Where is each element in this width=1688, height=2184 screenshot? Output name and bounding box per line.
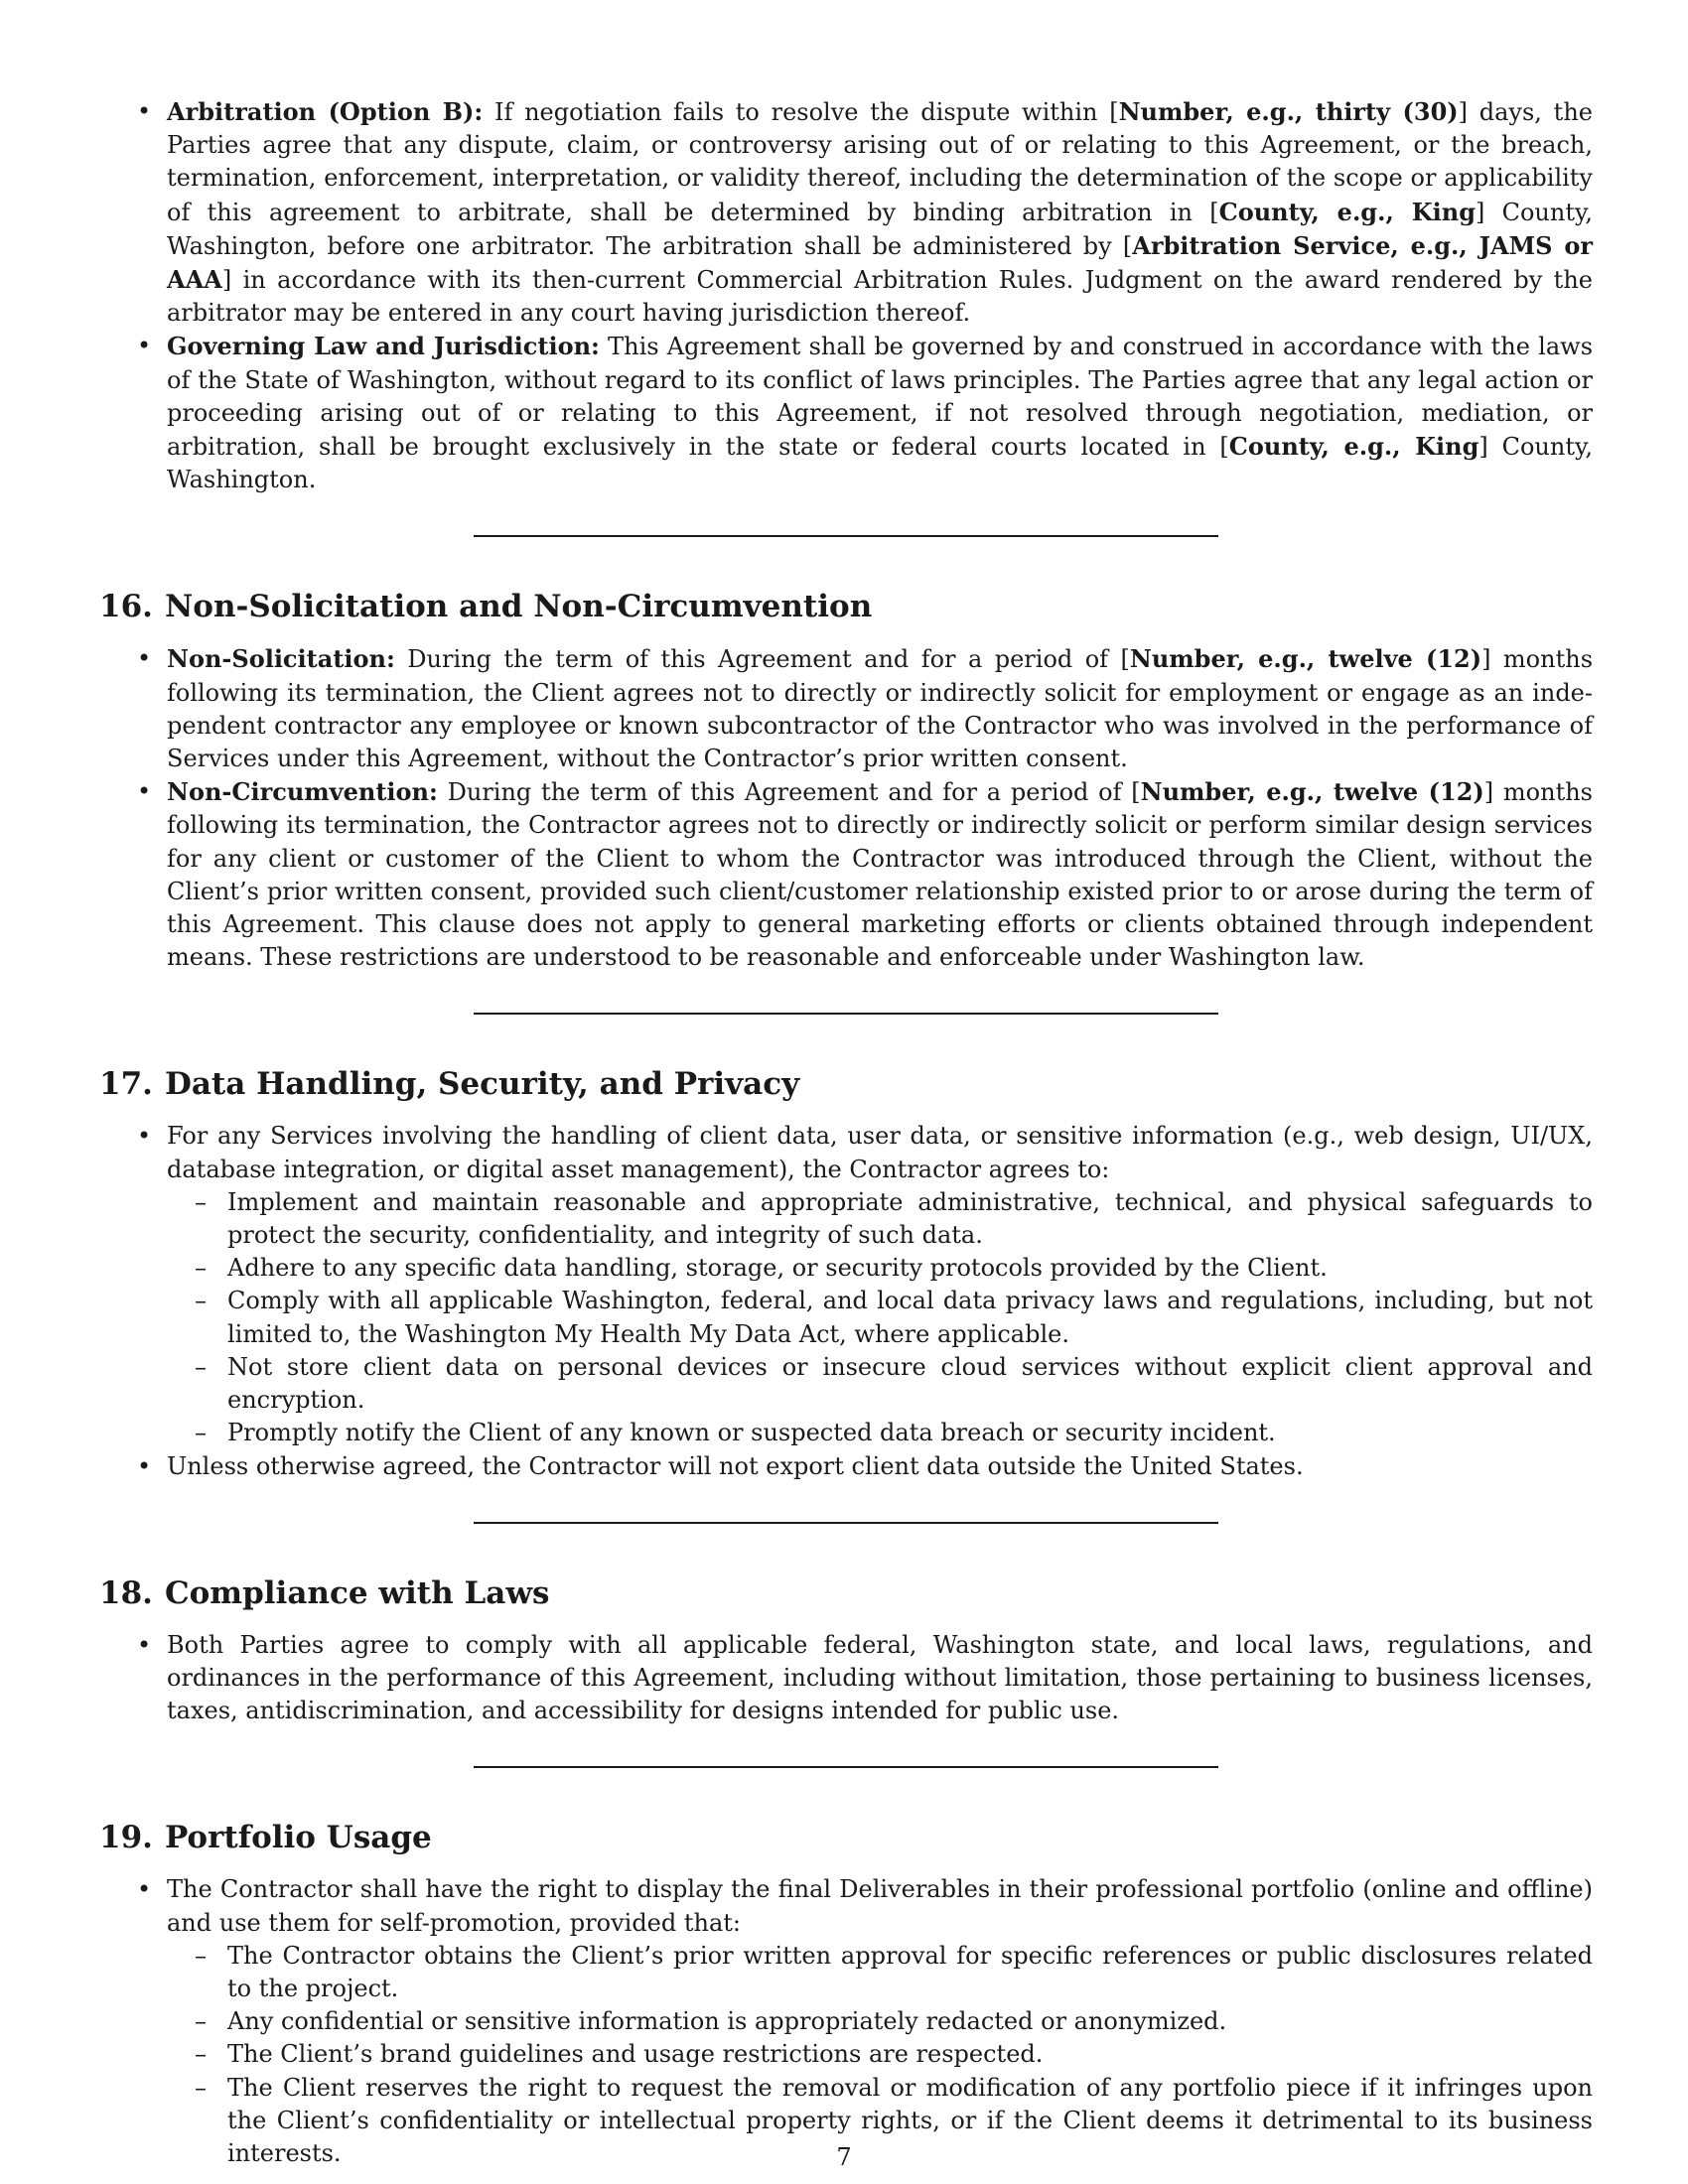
section-number: 19. [99, 1820, 153, 1856]
non-solicitation-item [99, 642, 1593, 775]
data-handling-intro: For any Services involving the handling of client data, user data, or sensitive information (e.g., web design, UI/UX, database integration, or digital asset management), the Contractor agrees to: [167, 1122, 1593, 1183]
section-16-list [99, 642, 1593, 974]
list-item: • Unless otherwise agreed, the Contractor will not export client data outside the United States. [99, 1450, 1593, 1483]
section-heading [99, 587, 1593, 626]
arbitration-text: If negotiation fails to resolve the dispute within [ [483, 98, 1119, 126]
list-item [99, 1873, 1593, 2170]
non-solicitation-text: ] months following its termination, the Client agrees not to directly or indirectly solicit for employment or engage as an independent contractor any employee or known subcontractor of the Contractor who was involved in the performance of Services under this Agreement, without the Contractor’s prior written consent. [167, 645, 1594, 773]
arbitration-text: ] in accordance with its then-current Commercial Arbitration Rules. Judgment on the award rendered by the arbitrator may be entered in any court having jurisdiction thereof. [167, 266, 1593, 328]
governing-law-item [99, 330, 1593, 496]
sub-list-item: – Implement and maintain reasonable and appropriate administrative, technical, and physical safeguards to protect the security, confidentiality, and integrity of such data. [167, 1186, 1593, 1252]
sub-list-item: – Any confidential or sensitive information is appropriately redacted or anonymized. [167, 2005, 1593, 2038]
sub-list-item: – The Client reserves the right to request the removal or modification of any portfolio piece if it infringes upon the Client’s confidentiality or intellectual property rights, or if the Client deems it detrimental to its business interests. [167, 2072, 1593, 2171]
arbitration-days-placeholder: Number, e.g., thirty (30) [1118, 97, 1459, 126]
list-item: • Both Parties agree to comply with all applicable federal, Washington state, and local laws, regulations, and ordinances in the performance of this Agreement, including without limitation, those pertaining to business licenses, taxes, antidiscrimination, and accessibility for designs intended for public use. [99, 1629, 1593, 1728]
months-placeholder: Number, e.g., twelve (12) [1140, 777, 1484, 807]
section-title: Non-Solicitation and Non-Circumvention [164, 589, 873, 625]
arbitration-service-placeholder: Arbitration Service, e.g., JAMS or AAA [167, 230, 1594, 295]
section-number: 18. [99, 1574, 153, 1611]
portfolio-intro: The Contractor shall have the right to display the final Deliverables in their professional portfolio (online and offline) and use them for self-promotion, provided that: [167, 1875, 1593, 1937]
section-number: 16. [99, 589, 153, 625]
section-heading [99, 1573, 1593, 1613]
governing-law-text: This Agreement shall be governed by and construed in accordance with the laws of the State of Washington, without regard to its conflict of laws principles. The Parties agree that any legal action or proceeding arising out of or relating to this Agreement, if not resolved through negotiation, mediation, or arbitration, shall be brought exclusively in the state or federal courts located in [ [167, 333, 1594, 462]
non-circumvention-label: Non-Circumvention: [167, 777, 438, 807]
non-solicitation-text: During the term of this Agreement and for a period of [ [394, 645, 1130, 674]
governing-law-label: Governing Law and Jurisdiction: [167, 332, 600, 361]
arbitration-label: Arbitration (Option B): [167, 97, 484, 126]
arbitration-text: ] days, the Parties agree that any dispute, claim, or controversy arising out of or relating to this Agreement, or the breach, termination, enforcement, interpretation, or validity thereof, including the determination of the scope or applicability of this agreement to arbitrate, shall be determined by binding arbitration in [ [167, 98, 1593, 226]
section-title: Portfolio Usage [164, 1820, 432, 1856]
non-solicitation-label: Non-Solicitation: [167, 644, 395, 674]
page-number: 7 [836, 2143, 852, 2171]
governing-law-text: ] County, Washington. [167, 433, 1593, 494]
sub-list-item: – The Contractor obtains the Client’s prior written approval for specific references or public disclosures related to the project. [167, 1940, 1593, 2005]
arbitration-text: ] County, Washington, before one arbitrator. The arbitration shall be administered by [ [167, 198, 1593, 260]
portfolio-sublist [167, 1940, 1593, 2170]
section-18-list [99, 1629, 1593, 1728]
section-number: 17. [99, 1066, 153, 1103]
page-content [99, 95, 1593, 2170]
sub-list-item: – Not store client data on personal devices or insecure cloud services without explicit client approval and encryption. [167, 1351, 1593, 1417]
arbitration-county-placeholder: County, e.g., King [1218, 197, 1476, 226]
dispute-resolution-list [99, 95, 1593, 496]
section-17-list [99, 1120, 1593, 1482]
section-heading [99, 1818, 1593, 1857]
sub-list-item: – Adhere to any specific data handling, storage, or security protocols provided by the Client. [167, 1252, 1593, 1285]
section-title: Compliance with Laws [164, 1574, 550, 1611]
non-circumvention-text: During the term of this Agreement and for a period of [ [437, 778, 1141, 807]
section-heading [99, 1064, 1593, 1104]
list-item [99, 1120, 1593, 1449]
governing-county-placeholder: County, e.g., King [1228, 432, 1479, 462]
section-title: Data Handling, Security, and Privacy [164, 1066, 800, 1103]
sub-list-item: – Promptly notify the Client of any known or suspected data breach or security incident. [167, 1417, 1593, 1449]
sub-list-item: – Comply with all applicable Washington, federal, and local data privacy laws and regulations, including, but not limited to, the Washington My Health My Data Act, where applicable. [167, 1285, 1593, 1350]
section-19-list [99, 1873, 1593, 2170]
months-placeholder: Number, e.g., twelve (12) [1129, 644, 1482, 674]
data-handling-sublist [167, 1186, 1593, 1450]
non-circumvention-item [99, 775, 1593, 974]
arbitration-item [99, 95, 1593, 330]
sub-list-item: – The Client’s brand guidelines and usage restrictions are respected. [167, 2038, 1593, 2071]
non-circumvention-text: ] months following its termination, the Contractor agrees not to directly or indirectly solicit or perform similar design services for any client or customer of the Client to whom the Contractor was introduced through the Client, without the Client’s prior written consent, provided such client/customer relationship existed prior to or arose during the term of this Agreement. This clause does not apply to general marketing efforts or clients obtained through independent means. These restrictions are understood to be reasonable and enforceable under Washington law. [167, 778, 1593, 972]
